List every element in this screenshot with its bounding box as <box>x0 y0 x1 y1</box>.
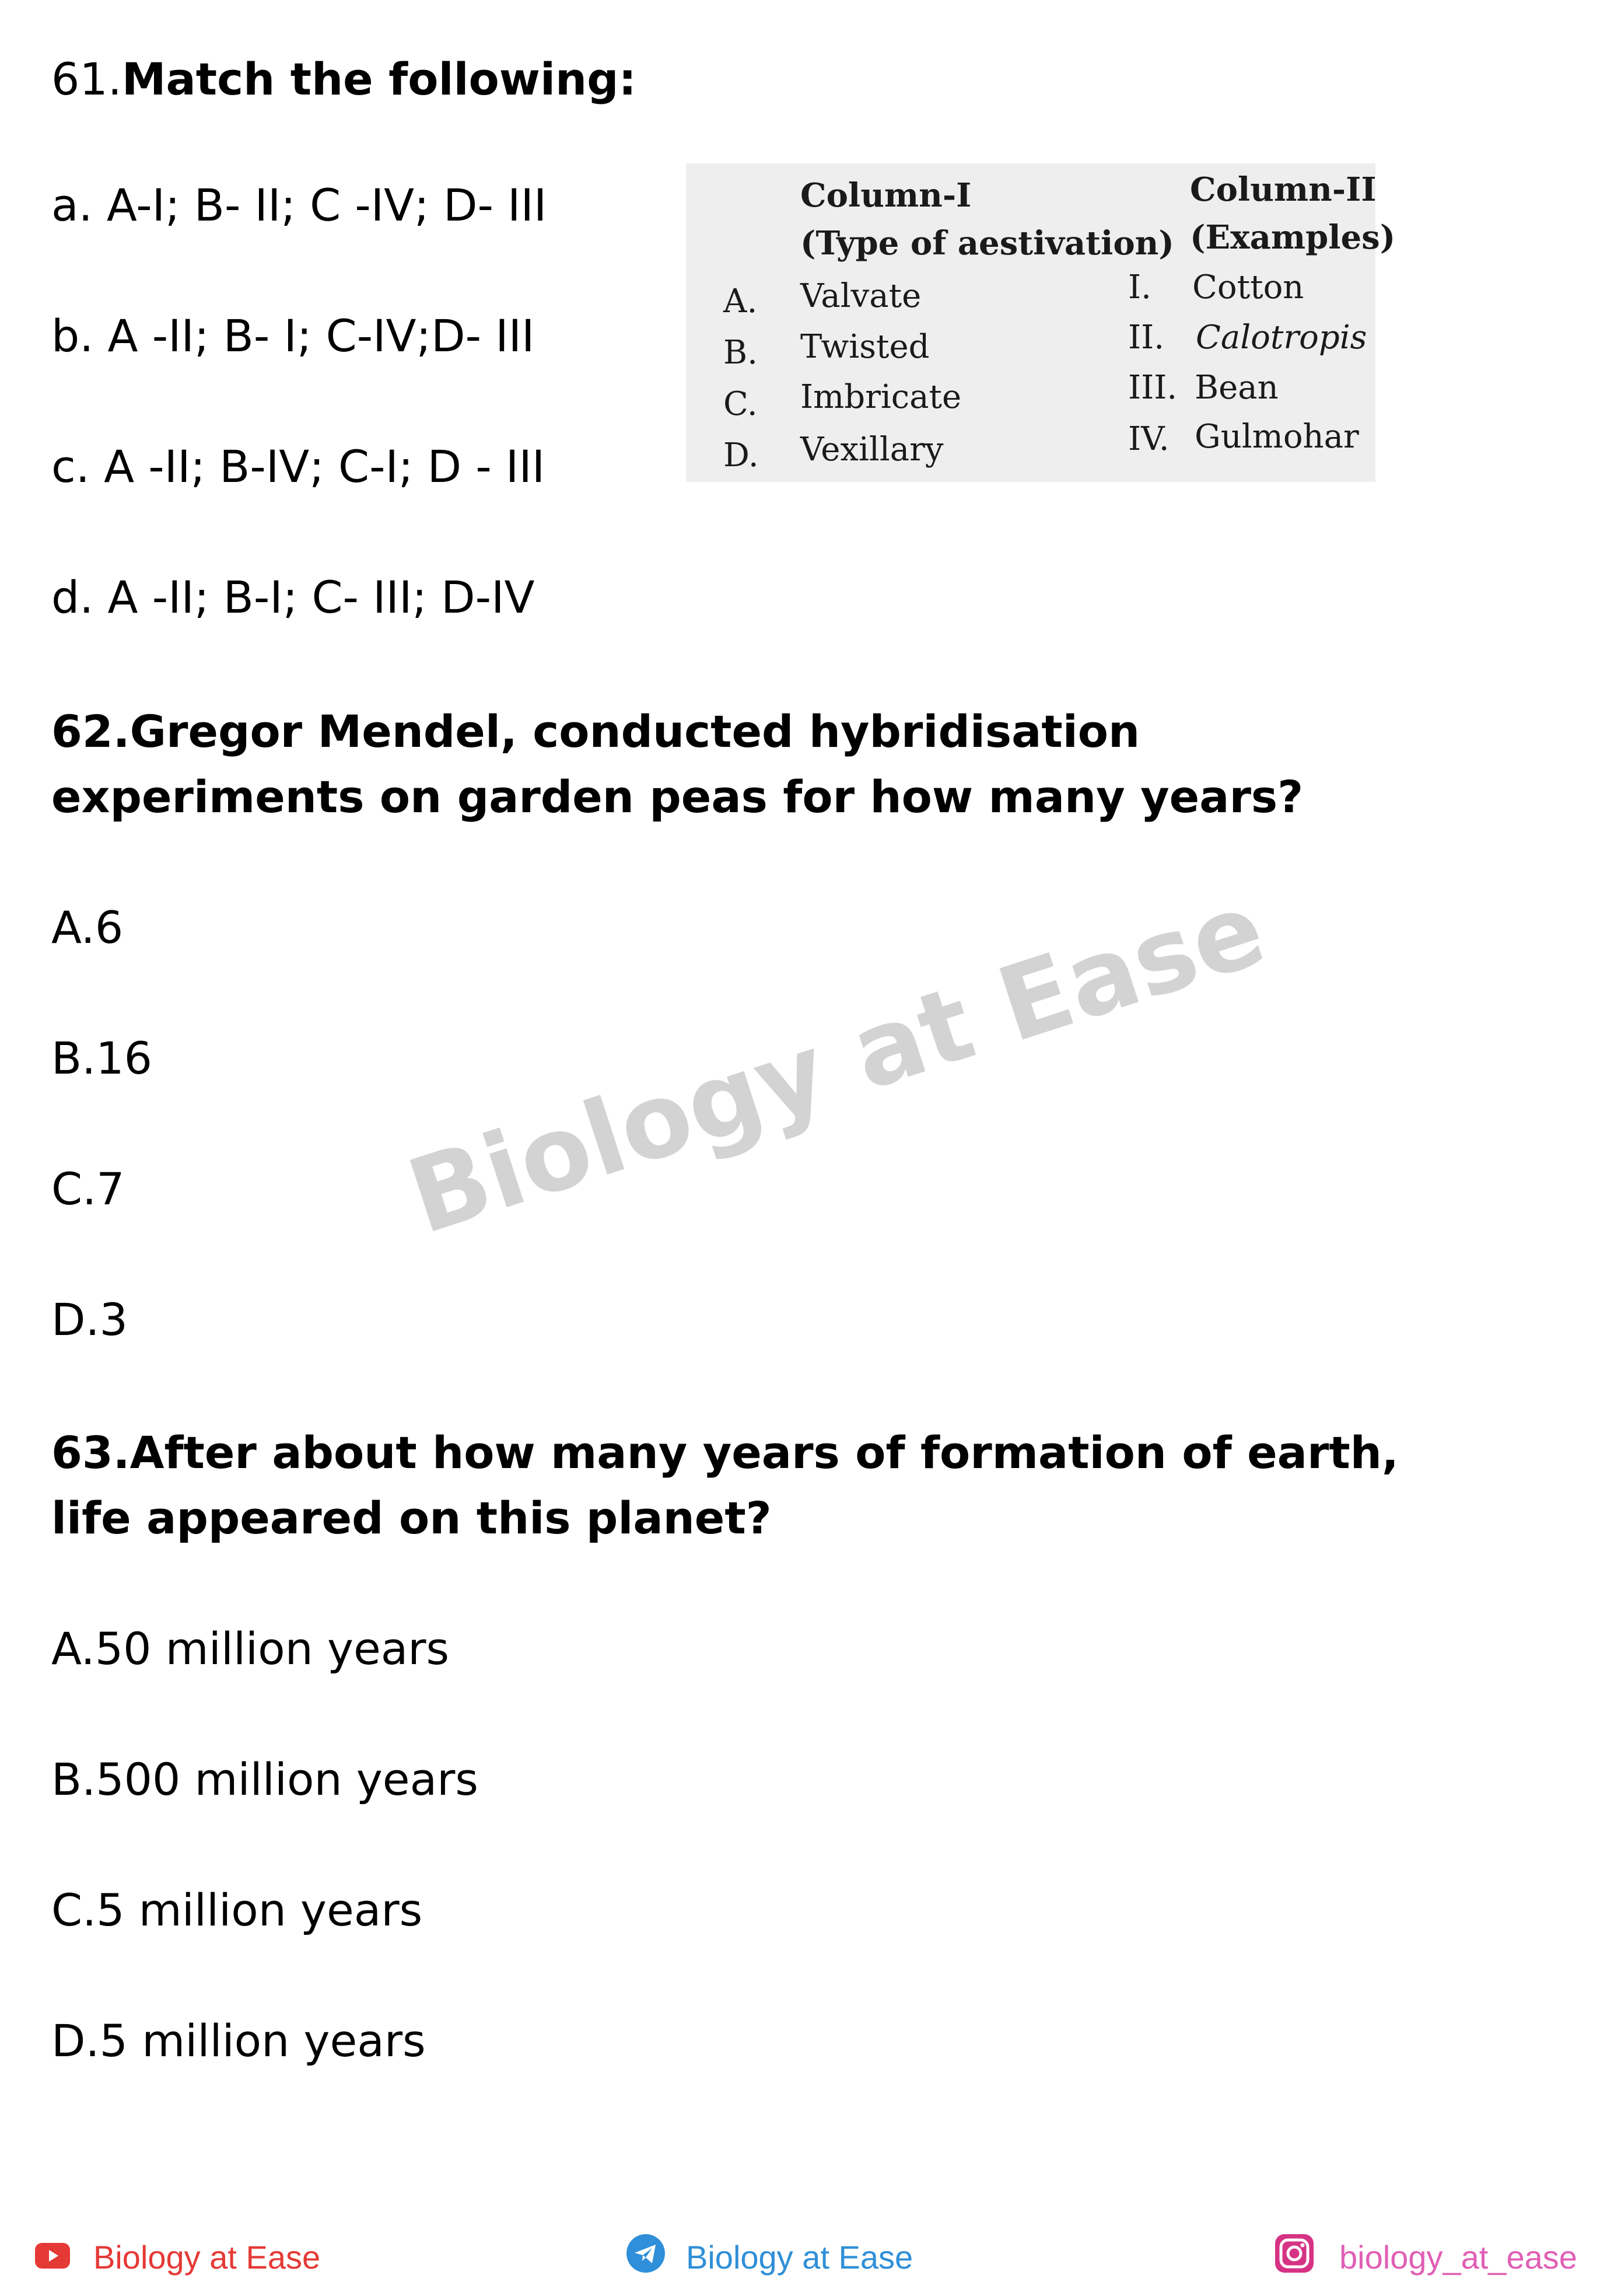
question-63-title: 63.After about how many years of formation of earth, life appeared on this planet? <box>51 1427 1399 1544</box>
question-61-title: Match the following: <box>121 53 636 105</box>
footer-youtube-link[interactable] <box>35 2234 320 2280</box>
column-2-subheader: (Examples) <box>1190 218 1396 257</box>
question-61-option-d: d. A -II; B-I; C- III; D-IV <box>51 571 535 623</box>
right-row-iii-key: III. <box>1128 369 1178 407</box>
question-63-option-d: D.5 million years <box>51 2015 426 2067</box>
right-row-iv-value: Gulmohar <box>1195 418 1359 456</box>
question-62-option-d: D.3 <box>51 1294 128 1346</box>
column-1-header: Column-I <box>800 176 972 215</box>
question-61-option-b: b. A -II; B- I; C-IV;D- III <box>51 310 535 362</box>
right-row-iv-key: IV. <box>1128 420 1170 458</box>
question-61-option-a: a. A-I; B- II; C -IV; D- III <box>51 179 547 231</box>
question-62-title: 62.Gregor Mendel, conducted hybridisation experiments on garden peas for how many years? <box>51 705 1304 823</box>
right-row-iii-value: Bean <box>1195 369 1279 407</box>
right-row-ii-value: Calotropis <box>1196 319 1367 357</box>
right-row-ii-key: II. <box>1128 319 1165 357</box>
left-row-c-key: C. <box>723 385 758 423</box>
footer-instagram-link[interactable] <box>1275 2234 1577 2280</box>
question-61-option-c: c. A -II; B-IV; C-I; D - III <box>51 441 545 492</box>
question-61-heading <box>51 47 636 112</box>
footer-telegram-link[interactable] <box>626 2234 913 2280</box>
question-63-option-b: B.500 million years <box>51 1753 478 1805</box>
left-row-d-value: Vexillary <box>800 431 944 469</box>
left-row-d-key: D. <box>723 436 759 474</box>
question-63-option-c: C.5 million years <box>51 1884 423 1936</box>
telegram-label: Biology at Ease <box>686 2238 913 2276</box>
question-62-option-c: C.7 <box>51 1163 125 1215</box>
left-row-a-key: A. <box>723 282 758 320</box>
telegram-icon <box>626 2234 665 2280</box>
match-table <box>686 163 1396 482</box>
column-2-header: Column-II <box>1190 170 1377 209</box>
instagram-icon <box>1275 2234 1314 2280</box>
left-row-b-value: Twisted <box>800 328 930 366</box>
youtube-label: Biology at Ease <box>93 2238 321 2276</box>
question-61-number: 61. <box>51 53 122 105</box>
left-row-a-value: Valvate <box>800 277 922 315</box>
right-row-i-value: Cotton <box>1192 268 1304 306</box>
left-row-c-value: Imbricate <box>800 378 962 416</box>
question-62-option-b: B.16 <box>51 1032 153 1084</box>
instagram-label: biology_at_ease <box>1339 2238 1577 2276</box>
watermark: Biology at Ease <box>394 868 1279 1257</box>
question-62-option-a: A.6 <box>51 901 124 953</box>
right-row-i-key: I. <box>1128 268 1151 306</box>
question-63-option-a: A.50 million years <box>51 1623 450 1675</box>
youtube-icon <box>35 2238 70 2276</box>
left-row-b-key: B. <box>723 334 758 372</box>
column-1-subheader: (Type of aestivation) <box>800 224 1174 263</box>
